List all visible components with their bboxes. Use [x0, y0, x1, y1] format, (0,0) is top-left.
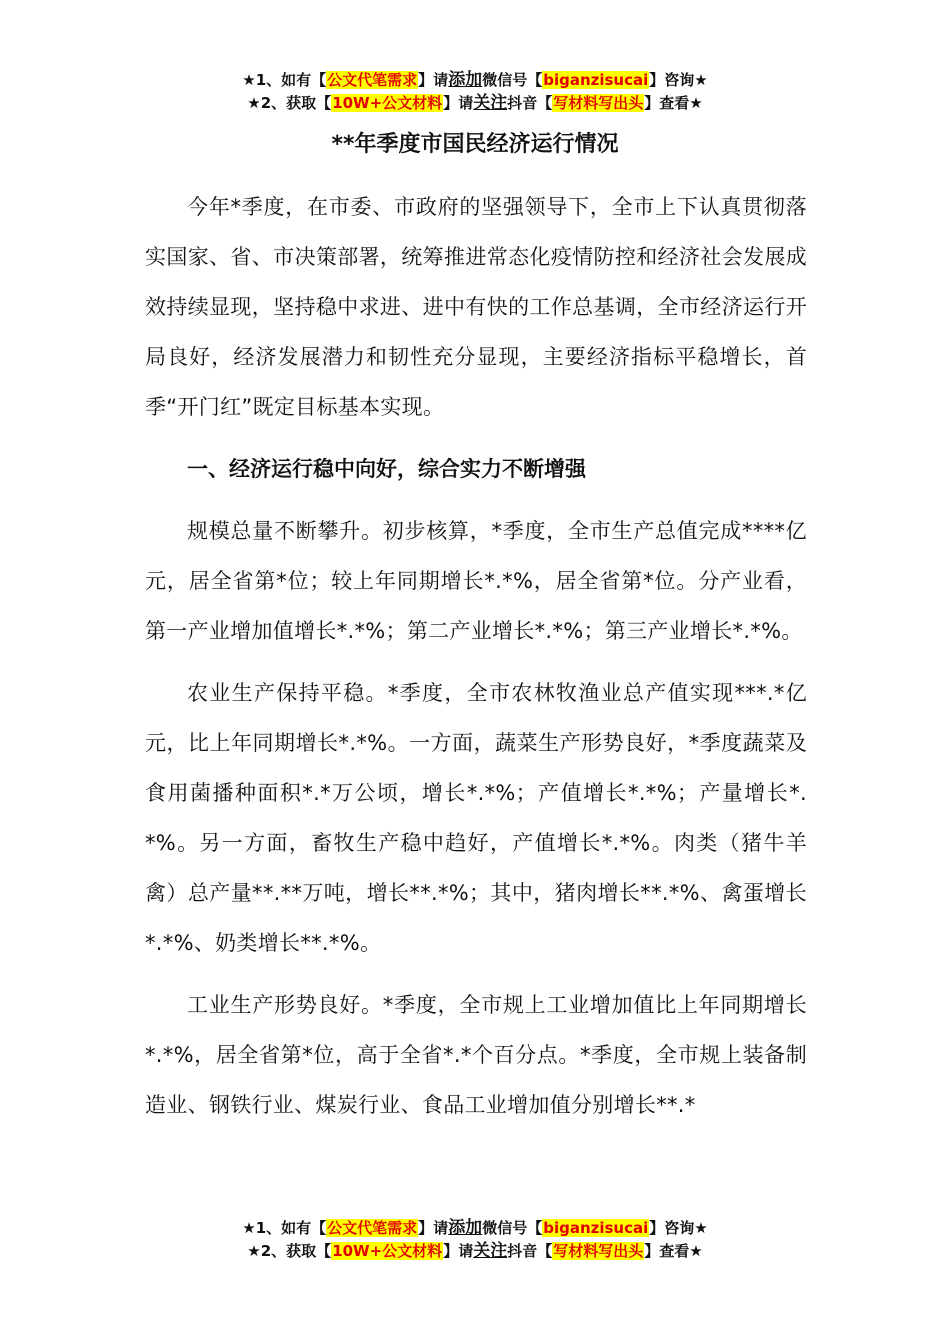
- banner-wechat-id: biganzisucai: [543, 1219, 649, 1237]
- footer-banner: [0, 1217, 950, 1263]
- banner-line-1: [0, 69, 950, 92]
- banner-text: ★2、获取【: [247, 1242, 332, 1260]
- banner-text: ★2、获取【: [247, 94, 332, 112]
- banner-emphasis: 添加: [448, 1218, 483, 1238]
- banner-emphasis: 关注: [473, 93, 508, 113]
- banner-line-2: [0, 1240, 950, 1263]
- banner-text: 】请: [418, 71, 449, 89]
- banner-highlight: 10W+公文材料: [332, 94, 443, 112]
- banner-text: 】咨询★: [649, 1219, 708, 1237]
- document-body: [145, 182, 807, 1130]
- banner-text: ★1、如有【: [242, 71, 327, 89]
- banner-text: 】请: [443, 94, 474, 112]
- banner-text: 抖音【: [507, 94, 553, 112]
- body-paragraph: 农业生产保持平稳。*季度，全市农林牧渔业总产值实现***.*亿元，比上年同期增长*.*%。一方面，蔬菜生产形势良好，*季度蔬菜及食用菌播种面积*.*万公顷，增长*.*%；产值增长*.*%；产量增长*.*%。另一方面，畜牧生产稳中趋好，产值增长*.*%。肉类（猪牛羊禽）总产量**.**万吨，增长**.*%；其中，猪肉增长**.*%、禽蛋增长*.*%、奶类增长**.*%。: [145, 681, 807, 955]
- banner-douyin-id: 写材料写出头: [553, 94, 644, 112]
- banner-text: 】查看★: [644, 94, 703, 112]
- banner-text: 抖音【: [507, 1242, 553, 1260]
- banner-highlight: 公文代笔需求: [327, 71, 418, 89]
- banner-emphasis: 添加: [448, 70, 483, 90]
- banner-wechat-id: biganzisucai: [543, 71, 649, 89]
- banner-text: 】查看★: [644, 1242, 703, 1260]
- intro-paragraph: 今年*季度，在市委、市政府的坚强领导下，全市上下认真贯彻落实国家、省、市决策部署，统筹推进常态化疫情防控和经济社会发展成效持续显现，坚持稳中求进、进中有快的工作总基调，全市经济运行开局良好，经济发展潜力和韧性充分显现，主要经济指标平稳增长，首季“开门红”既定目标基本实现。: [145, 195, 807, 419]
- body-paragraph: 规模总量不断攀升。初步核算，*季度，全市生产总值完成****亿元，居全省第*位；较上年同期增长*.*%，居全省第*位。分产业看，第一产业增加值增长*.*%；第二产业增长*.*%；第三产业增长*.*%。: [145, 519, 807, 643]
- banner-line-2: [0, 92, 950, 115]
- banner-text: 】咨询★: [649, 71, 708, 89]
- header-banner: [0, 69, 950, 115]
- banner-line-1: [0, 1217, 950, 1240]
- banner-text: 微信号【: [482, 1219, 543, 1237]
- banner-text: 】请: [443, 1242, 474, 1260]
- banner-emphasis: 关注: [473, 1241, 508, 1261]
- document-title: **年季度市国民经济运行情况: [331, 132, 619, 157]
- banner-text: 】请: [418, 1219, 449, 1237]
- banner-highlight: 10W+公文材料: [332, 1242, 443, 1260]
- body-paragraph: 工业生产形势良好。*季度，全市规上工业增加值比上年同期增长*.*%，居全省第*位，高于全省*.*个百分点。*季度，全市规上装备制造业、钢铁行业、煤炭行业、食品工业增加值分别增长**.*: [145, 993, 807, 1117]
- section-heading: 一、经济运行稳中向好，综合实力不断增强: [187, 457, 586, 481]
- banner-douyin-id: 写材料写出头: [553, 1242, 644, 1260]
- banner-highlight: 公文代笔需求: [327, 1219, 418, 1237]
- banner-text: ★1、如有【: [242, 1219, 327, 1237]
- banner-text: 微信号【: [482, 71, 543, 89]
